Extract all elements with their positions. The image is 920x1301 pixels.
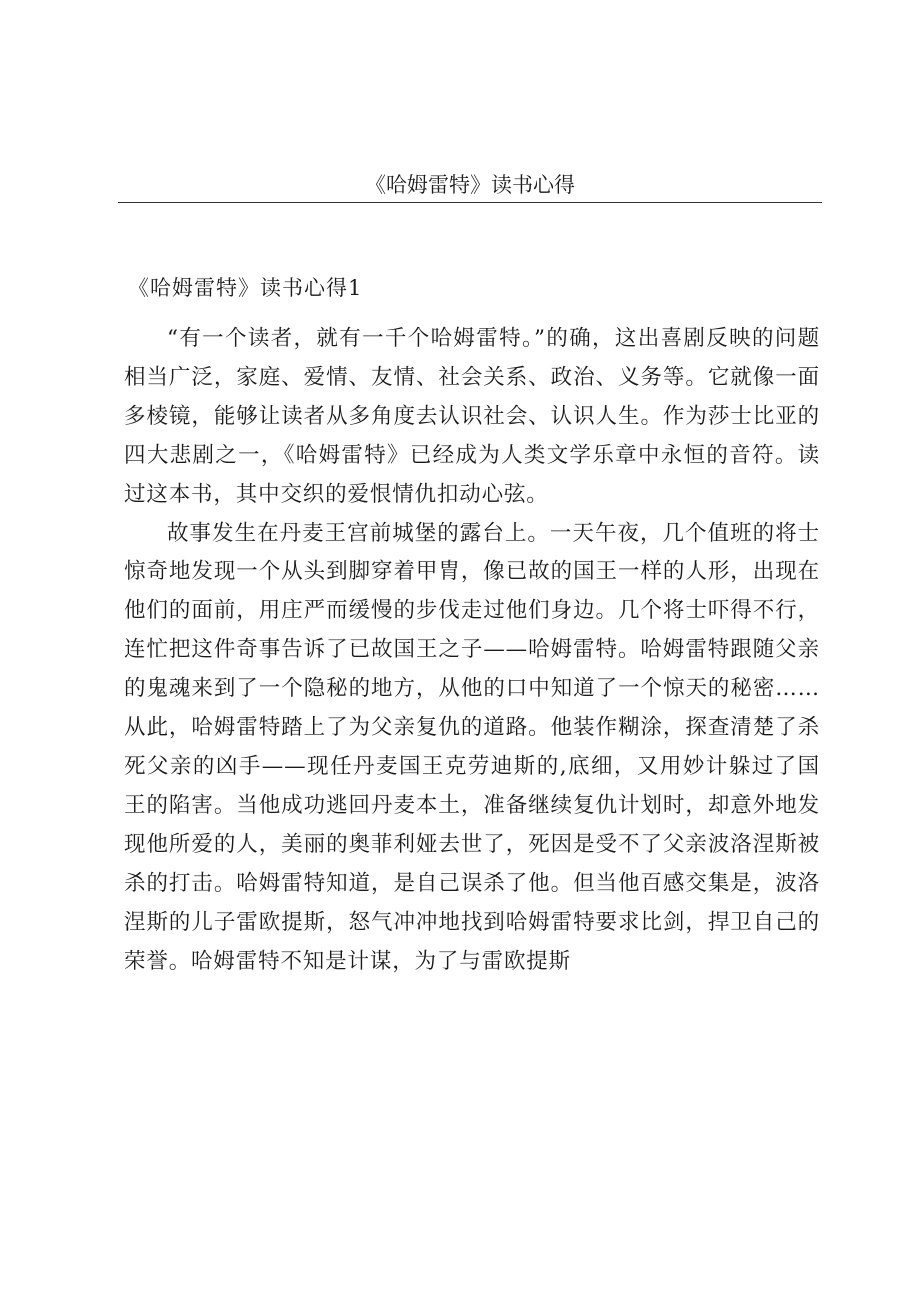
- header-title: 《哈姆雷特》读书心得: [365, 173, 575, 197]
- section-heading: 《哈姆雷特》读书心得1: [128, 276, 363, 300]
- paragraph-2: 故事发生在丹麦王宫前城堡的露台上。一天午夜，几个值班的将士惊奇地发现一个从头到脚穿着甲胄，像已故的国王一样的人形，出现在他们的面前，用庄严而缓慢的步伐走过他们身边。几个将士吓得不行，连忙把这件奇事告诉了已故国王之子——哈姆雷特。哈姆雷特跟随父亲的鬼魂来到了一个隐秘的地方，从他的口中知道了一个惊天的秘密……从此，哈姆雷特踏上了为父亲复仇的道路。他装作糊涂，探查清楚了杀死父亲的凶手——现任丹麦国王克劳迪斯的,底细，又用妙计躲过了国王的陷害。当他成功逃回丹麦本土，准备继续复仇计划时，却意外地发现他所爱的人，美丽的奥菲利娅去世了，死因是受不了父亲波洛涅斯被杀的打击。哈姆雷特知道，是自己误杀了他。但当他百感交集是，波洛涅斯的儿子雷欧提斯，怒气冲冲地找到哈姆雷特要求比剑，捍卫自己的荣誉。哈姆雷特不知是计谋，为了与雷欧提斯: [124, 520, 820, 974]
- paragraph-1: “有一个读者，就有一千个哈姆雷特。”的确，这出喜剧反映的问题相当广泛，家庭、爱情、友情、社会关系、政治、义务等。它就像一面多棱镜，能够让读者从多角度去认识社会、认识人生。作为莎士比亚的四大悲剧之一，《哈姆雷特》已经成为人类文学乐章中永恒的音符。读过这本书，其中交织的爱恨情仇扣动心弦。: [124, 326, 820, 507]
- body-text: [124, 320, 820, 981]
- page-header: [118, 170, 822, 203]
